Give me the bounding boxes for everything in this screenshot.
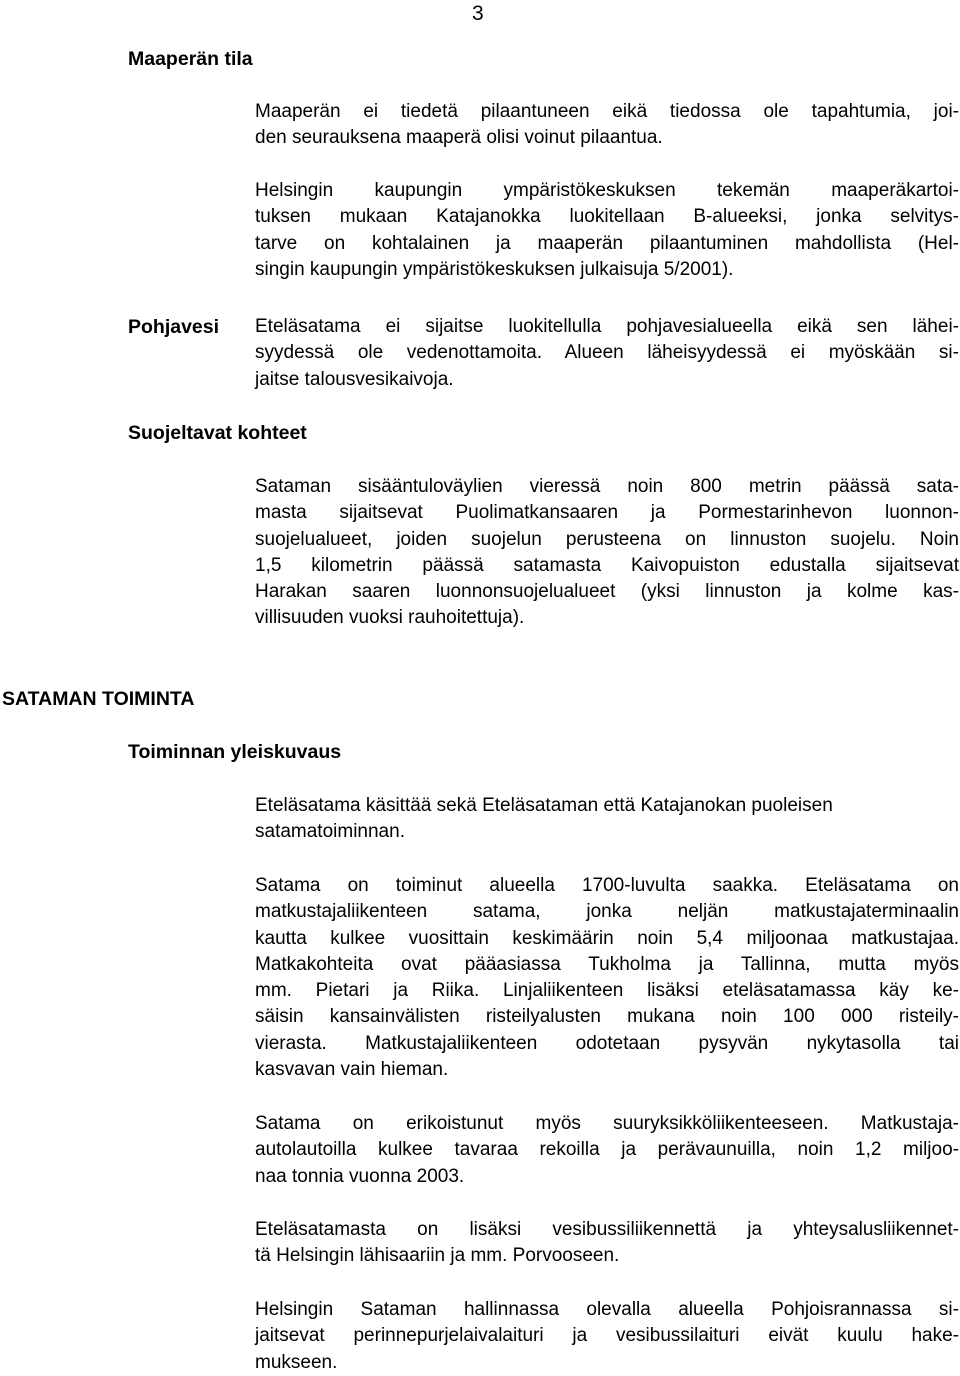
paragraph-maaperan-tila-2 (255, 178, 959, 283)
text-line: tarve on kohtalainen ja maaperän pilaantuminen mahdollista (Hel- (255, 232, 959, 254)
text-line: vierasta. Matkustajaliikenteen odotetaan pysyvän nykytasolla tai (255, 1032, 959, 1054)
text-line: Eteläsatama käsittää sekä Eteläsataman että Katajanokan puoleisen (255, 795, 833, 816)
paragraph-toiminnan-yleiskuvaus-4 (255, 1217, 959, 1270)
section-heading-pohjavesi: Pohjavesi (128, 316, 220, 338)
text-line: jaitsevat perinnepurjelaivalaituri ja vesibussilaituri eivät kuulu hake- (255, 1325, 959, 1347)
section-heading-maaperan-tila: Maaperän tila (128, 48, 253, 70)
text-line: kasvavan vain hieman. (255, 1059, 449, 1081)
text-line: Harakan saaren luonnonsuojelualueet (yksi linnuston ja kolme kas- (255, 581, 959, 603)
text-line: Eteläsatamasta on lisäksi vesibussiliikennettä ja yhteysalusliikennet- (255, 1219, 959, 1240)
text-line: satamatoiminnan. (255, 821, 405, 843)
text-line: mukseen. (255, 1351, 338, 1373)
text-line: Helsingin Sataman hallinnassa olevalla alueella Pohjoisrannassa si- (255, 1299, 959, 1320)
paragraph-toiminnan-yleiskuvaus-5 (255, 1297, 959, 1376)
paragraph-maaperan-tila-1 (255, 99, 959, 152)
text-line: singin kaupungin ympäristökeskuksen julkaisuja 5/2001). (255, 258, 734, 280)
text-line: mm. Pietari ja Riika. Linjaliikenteen lisäksi eteläsatamassa käy ke- (255, 980, 959, 1002)
section-heading-suojeltavat-kohteet: Suojeltavat kohteet (128, 422, 307, 444)
text-line: säisin kansainvälisten risteilyalusten mukana noin 100 000 risteily- (255, 1006, 959, 1028)
text-line: autolautoilla kulkee tavaraa rekoilla ja perävaunuilla, noin 1,2 miljoo- (255, 1139, 959, 1161)
text-line: masta sijaitsevat Puolimatkansaaren ja Pormestarinhevon luonnon- (255, 502, 959, 524)
text-line: tuksen mukaan Katajanokka luokitellaan B-alueeksi, jonka selvitys- (255, 206, 959, 228)
text-line: naa tonnia vuonna 2003. (255, 1165, 465, 1187)
text-line: jaitse talousvesikaivoja. (255, 368, 454, 390)
text-line: syydessä ole vedenottamoita. Alueen läheisyydessä ei myöskään si- (255, 342, 959, 364)
text-line: kautta kulkee vuosittain keskimäärin noin 5,4 miljoonaa matkustajaa. (255, 927, 959, 949)
text-line: Sataman sisääntuloväylien vieressä noin 800 metrin päässä sata- (255, 476, 959, 497)
text-line: Eteläsatama ei sijaitse luokitellulla pohjavesialueella eikä sen lähei- (255, 316, 959, 337)
text-line: den seurauksena maaperä olisi voinut pilaantua. (255, 127, 663, 149)
text-line: suojelualueet, joiden suojelun perusteena on linnuston suojelu. Noin (255, 528, 959, 550)
text-line: Maaperän ei tiedetä pilaantuneen eikä tiedossa ole tapahtumia, joi- (255, 101, 959, 122)
text-line: Helsingin kaupungin ympäristökeskuksen tekemän maaperäkartoi- (255, 180, 959, 201)
text-line: Satama on erikoistunut myös suuryksikköliikenteeseen. Matkustaja- (255, 1113, 959, 1134)
text-line: Satama on toiminut alueella 1700-luvulta saakka. Eteläsatama on (255, 875, 959, 896)
chapter-heading-sataman-toiminta: SATAMAN TOIMINTA (2, 688, 195, 710)
paragraph-pohjavesi (255, 314, 959, 393)
paragraph-suojeltavat-kohteet (255, 474, 959, 632)
text-line: 1,5 kilometrin päässä satamasta Kaivopuiston edustalla sijaitsevat (255, 554, 959, 576)
text-line: villisuuden vuoksi rauhoitettuja). (255, 607, 525, 629)
paragraph-toiminnan-yleiskuvaus-3 (255, 1111, 959, 1190)
paragraph-toiminnan-yleiskuvaus-1 (255, 793, 959, 846)
page-number: 3 (472, 2, 484, 25)
text-line: matkustajaliikenteen satama, jonka neljän matkustajaterminaalin (255, 901, 959, 923)
paragraph-toiminnan-yleiskuvaus-2 (255, 873, 959, 1083)
text-line: tä Helsingin lähisaariin ja mm. Porvooseen. (255, 1245, 620, 1267)
text-line: Matkakohteita ovat pääasiassa Tukholma ja Tallinna, mutta myös (255, 953, 959, 975)
section-heading-toiminnan-yleiskuvaus: Toiminnan yleiskuvaus (128, 741, 342, 763)
